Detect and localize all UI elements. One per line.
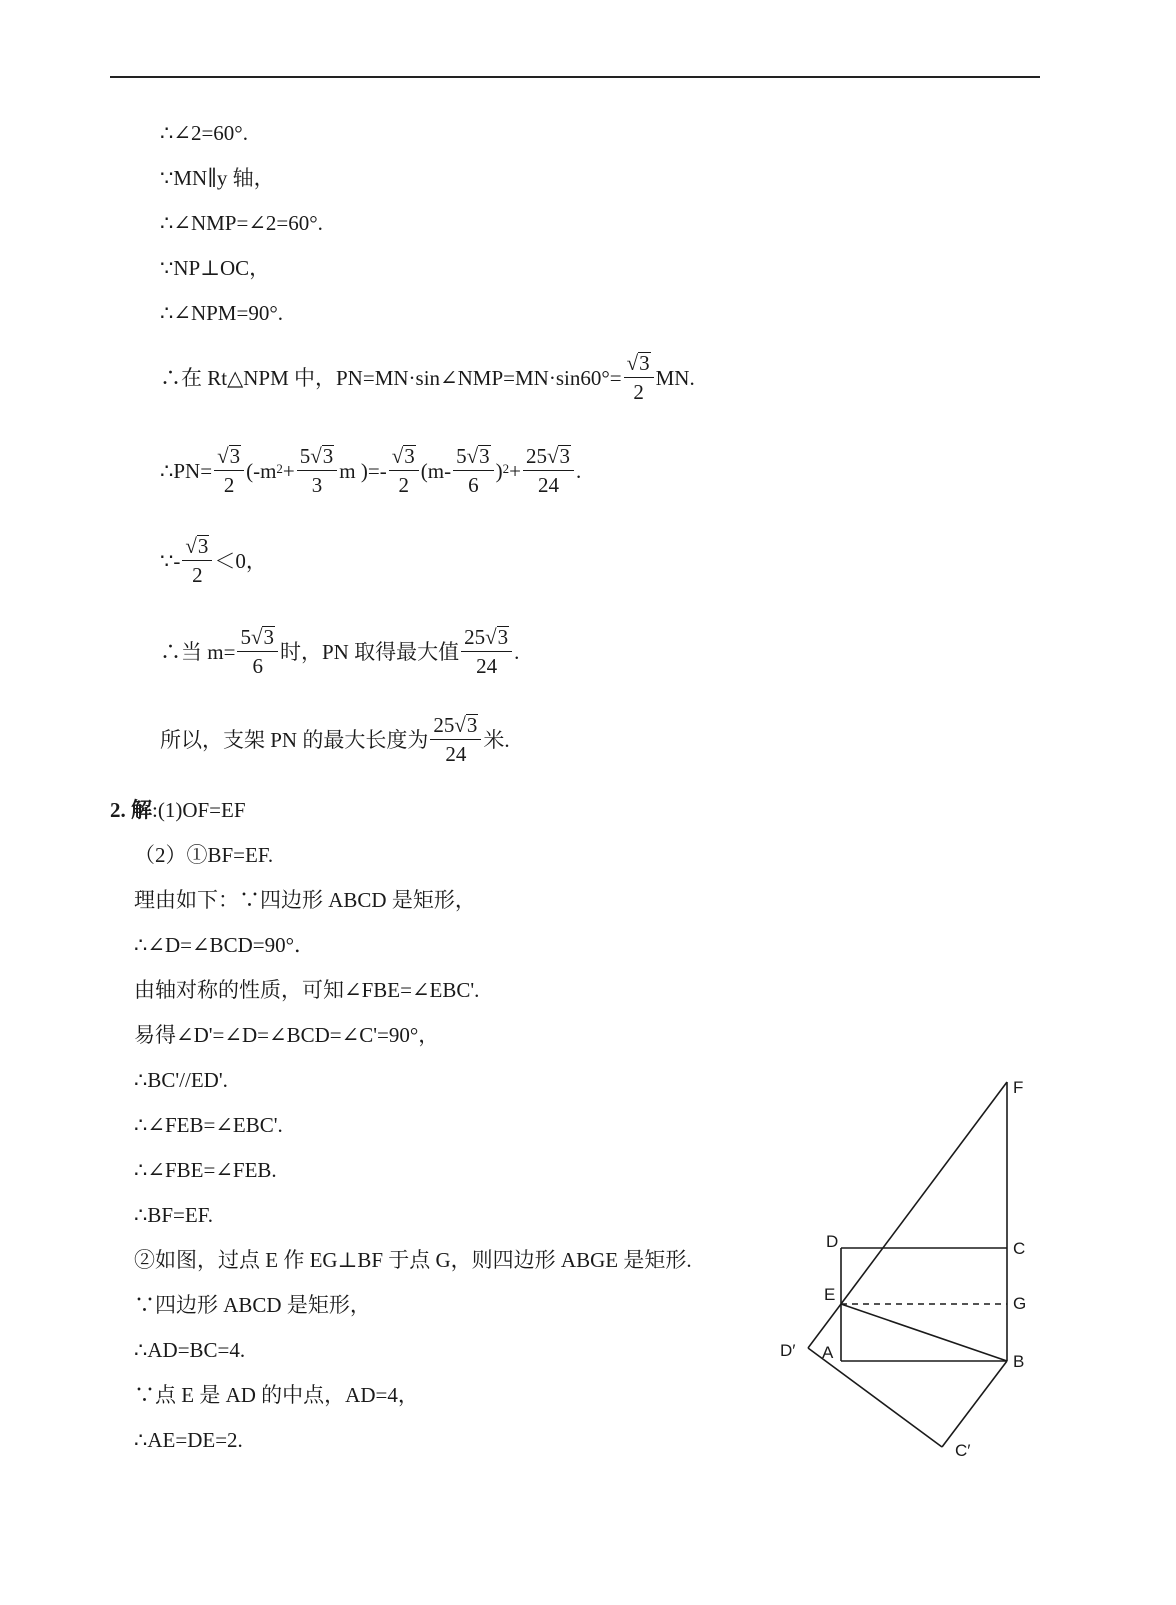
fraction-sqrt3-over-2 [624,352,654,403]
sqrt-sign: √ [310,444,322,468]
line-angle2: ∴∠2=60°. [160,121,248,145]
sqrt-sign: √ [626,351,639,375]
line-pn-sin [160,352,695,403]
fraction [389,445,419,496]
text: MN. [655,365,695,390]
fraction [453,445,494,496]
sqrt-sign: √ [466,444,479,468]
denominator: 2 [192,563,203,587]
radicand: 3 [639,351,650,375]
sqrt-sign: √ [391,444,404,468]
fraction [461,626,512,677]
header-rule [110,76,1040,78]
fraction [297,445,338,496]
sqrt-sign: √ [485,625,497,649]
text: ∴当 m= [160,639,236,664]
line-s11: ∴BF=EF. [134,1203,213,1227]
sqrt-sign: √ [454,713,466,737]
denominator: 3 [311,473,323,497]
fraction [182,535,212,586]
text: :(1)OF=EF [152,798,246,822]
text: ∴在 Rt△NPM 中，PN=MN·sin∠NMP=MN·sin60°= [160,365,622,390]
label-B: B [1013,1352,1025,1371]
label-C-prime: C′ [955,1441,971,1460]
label-G: G [1013,1294,1027,1313]
fraction [523,445,574,496]
text: (m- [420,458,452,483]
line-EB [841,1304,1007,1361]
radicand: 3 [479,444,490,468]
radicand: 3 [497,625,509,649]
line-D-prime-C-prime [808,1348,942,1447]
line-s10: ∴∠FBE=∠FEB. [134,1158,277,1182]
radicand: 3 [404,444,415,468]
denominator: 6 [252,654,263,678]
label-A: A [822,1343,834,1362]
fraction [214,445,244,496]
fraction [237,626,278,677]
text: ) [495,458,503,483]
sqrt-sign: √ [546,444,559,468]
line-max-when [160,626,519,677]
line-s12: ②如图，过点 E 作 EG⊥BF 于点 G，则四边形 ABGE 是矩形. [134,1248,692,1272]
line-s5: ∴∠D=∠BCD=90°． [134,933,315,957]
text: + [509,458,521,483]
line-C-prime-B [942,1361,1007,1447]
section-number: 2. 解 [110,798,152,822]
radicand: 3 [229,444,241,468]
line-s8: ∴BC'//ED'. [134,1068,228,1092]
denominator: 24 [537,473,559,497]
radicand: 3 [322,444,334,468]
coefficient: 25 [525,444,547,468]
text: . [514,639,520,664]
text: 所以，支架 PN 的最大长度为 [160,727,429,752]
text: (-m [246,458,277,483]
coefficient: 25 [433,713,455,737]
line-mn-parallel: ∵MN∥y 轴， [160,166,275,190]
sqrt-sign: √ [217,444,229,468]
line-nmp: ∴∠NMP=∠2=60°. [160,211,323,235]
denominator: 2 [633,380,644,404]
radicand: 3 [559,444,570,468]
line-s15: ∵点 E 是 AD 的中点，AD=4， [134,1383,419,1407]
denominator: 6 [468,473,479,497]
label-D-prime: D′ [780,1341,796,1360]
line-negative-coef [160,535,267,586]
label-E: E [824,1285,836,1304]
text: ∵- [160,548,181,573]
sqrt-sign: √ [250,625,263,649]
line-s7: 易得∠D'=∠D=∠BCD=∠C'=90°， [134,1023,440,1047]
text: 时，PN 取得最大值 [279,639,460,664]
denominator: 24 [476,654,498,678]
radicand: 3 [263,625,274,649]
text: ＜0， [214,548,267,573]
fraction [430,714,481,765]
line-s6: 由轴对称的性质，可知∠FBE=∠EBC'. [134,978,480,1002]
section-2-heading [110,795,246,825]
denominator: 24 [445,742,467,766]
line-ED-prime [808,1304,841,1348]
coefficient: 5 [240,625,251,649]
line-s16: ∴AE=DE=2. [134,1428,243,1452]
line-s3: （2）①BF=EF. [134,843,274,867]
line-conclusion [160,714,510,765]
text: + [282,458,295,483]
radicand: 3 [197,534,209,558]
line-np-perp: ∵NP⊥OC， [160,256,271,280]
line-s13: ∵四边形 ABCD 是矩形， [134,1293,371,1317]
line-s9: ∴∠FEB=∠EBC'. [134,1113,283,1137]
line-s14: ∴AD=BC=4. [134,1338,246,1362]
text: m )=- [339,458,387,483]
text: . [575,458,582,483]
sqrt-sign: √ [185,534,197,558]
line-npm: ∴∠NPM=90°. [160,301,283,325]
denominator: 2 [398,473,409,497]
geometry-figure [760,1070,1060,1490]
radicand: 3 [466,713,478,737]
label-F: F [1013,1078,1024,1097]
text: ∴PN= [160,458,213,483]
line-s4: 理由如下：∵四边形 ABCD 是矩形， [134,888,476,912]
text: 米. [483,727,510,752]
line-FE [841,1082,1007,1304]
coefficient: 25 [464,625,486,649]
label-D: D [826,1232,839,1251]
line-pn-quadratic: ∴PN= √ 3 2 (-m $^2$ + 5 √ 3 3 m )=- √ 3 2 (m- 5 √ 3 6 ) $^2$ + 25 √ 3 24 . [160,444,582,497]
coefficient: 5 [299,444,311,468]
coefficient: 5 [456,444,467,468]
label-C: C [1013,1239,1026,1258]
denominator: 2 [223,473,235,497]
